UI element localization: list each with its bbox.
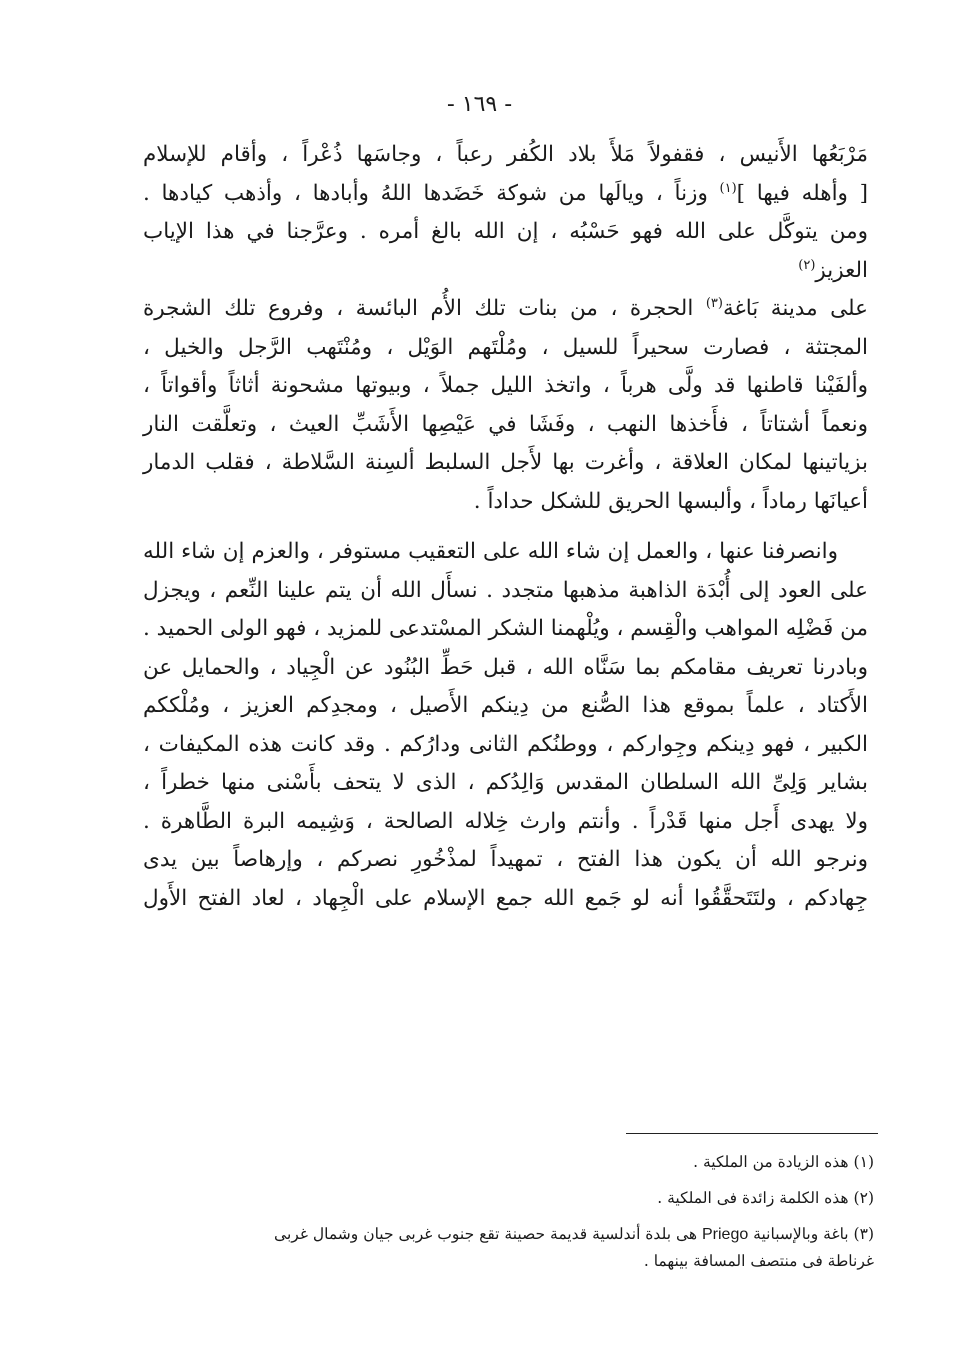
footnote-1: (١) هذه الزيادة من الملكية . xyxy=(693,1153,874,1171)
footnote-marker: (١) xyxy=(853,1153,874,1171)
text-line: بشاير وَلِىِّ الله السلطان المقدس وَالِدُكم ، الذى لا يتحف بأَسْنى منها خطراً ، xyxy=(143,770,868,795)
text-line: [ وأهله فيها ]$^{(١)}$ وزناً ، ويالَها من شوكة خَضَدها اللهُ وأبادها ، وأذهب كيادها . xyxy=(143,180,868,206)
latin-term: Priego xyxy=(701,1226,749,1243)
page-number: - ١٦٩ - xyxy=(446,92,513,117)
footnote-2: (٢) هذه الكلمة زائدة فى الملكية . xyxy=(657,1189,874,1207)
text-line: وألفَيْنا قاطنها قد ولَّى هرباً ، واتخذ الليل جملاً ، وبيوتها مشحونة أثاثاً وأقواتاً ، xyxy=(143,373,868,398)
text-line: ونعماً أشتاتاً ، فأَخذها النهب ، وفَشَا في عَيْصِها الأَشَبِّ العيث ، وتعلَّقت النار xyxy=(143,411,868,437)
text-line: الكبير ، فهو دِينكم وجِواركم ، ووطنُكم الثانى ودارُكم . وقد كانت هذه المكيفات ، xyxy=(143,731,868,757)
text-line: من فَضْلِه المواهب والْقِسم ، ويُلْهمنا الشكر المسْتدعى للمزيد ، فهو الولى الحميد . xyxy=(143,616,868,641)
footnote-marker: (٢) xyxy=(853,1189,874,1207)
text-line: وانصرفنا عنها ، والعمل إن شاء الله على التعقيب مستوفر ، والعزم إن شاء الله xyxy=(143,539,838,564)
footnote-marker: (٣) xyxy=(705,295,723,311)
footnote-marker: (٢) xyxy=(798,257,816,273)
footnote-divider xyxy=(626,1133,878,1134)
footnotes xyxy=(132,1149,874,1274)
text-line: مَرْبَعُها الأَنيس ، فقفولاً مَلأَ بلاد الكُفر رعباً ، وجاسَها ذُعْراً ، وأقام للإسلام xyxy=(143,142,868,167)
text-line: ونرجو الله أن يكون هذا الفتح ، تمهيداً لمذْخُورِ نصركم ، وإرهاصاً بين يدى xyxy=(143,847,868,872)
footnote-3: (٣) باغة وبالإسبانية Priego هى بلدة أندلسية قديمة حصينة تقع جنوب غربى جيان وشمال غربى xyxy=(274,1225,874,1243)
text-line: بزياتينها لمكان العلاقة ، وأغرت بها لأَجل السلبط ألسِنة السَّلاطة ، فقلب الدمار xyxy=(143,450,868,475)
text-line: وبادرنا تعريف مقامكم بما سَنَّاه الله ، قبل حَطِّ البُنُود عن الْجِياد ، والحمايل عن xyxy=(143,654,868,680)
text-line: الأَكتاد ، علماً بموقع هذا الصُّنع من دِينكم الأَصيل ، ومجدِكم العزيز ، ومُلْككم xyxy=(143,693,868,718)
main-text xyxy=(143,136,868,918)
text-line: ولا يهدى أَجل منها قَدْراً . وأنتم وارث خِلاله الصالحة ، وَشِيمه البرة الطَّاهرة . xyxy=(143,808,868,834)
text-line: أعيانَها رماداً ، وألبسها الحريق للشكل حداداً . xyxy=(473,488,868,514)
footnote-marker: (١) xyxy=(719,180,737,196)
text-line: ومن يتوكَّل على الله فهو حَسْبُه ، إن الله بالغ أمره . وعرَّجنا في هذا الإياب العزيز$^{(٢)}$ xyxy=(143,219,868,283)
footnote-marker: (٣) xyxy=(853,1225,874,1243)
text-line: جِهادكم ، ولتَتَحقَّقُوا أنه لو جَمع الله جمع الإسلام على الْجِهاد ، لعاد الفتح الأَول xyxy=(143,885,868,911)
footnote-3-continuation: غرناطة فى منتصف المسافة بينهما . xyxy=(643,1252,874,1270)
text-line: المجتثة ، فصارت سحيراً للسيل ، ومُلْتَهم الوَيْل ، ومُنْتَهب الرَّجل والخيل ، xyxy=(143,334,868,360)
text-line: على العود إلى أُبْدَة الذاهبة مذهبها متجدد . نسأَل الله أن يتم علينا النِّعم ، ويجزل xyxy=(143,577,868,603)
text-line: على مدينة بَاغة$^{(٣)}$ الحجرة ، من بنات تلك الأُم البائسة ، وفروع تلك الشجرة xyxy=(143,295,868,321)
